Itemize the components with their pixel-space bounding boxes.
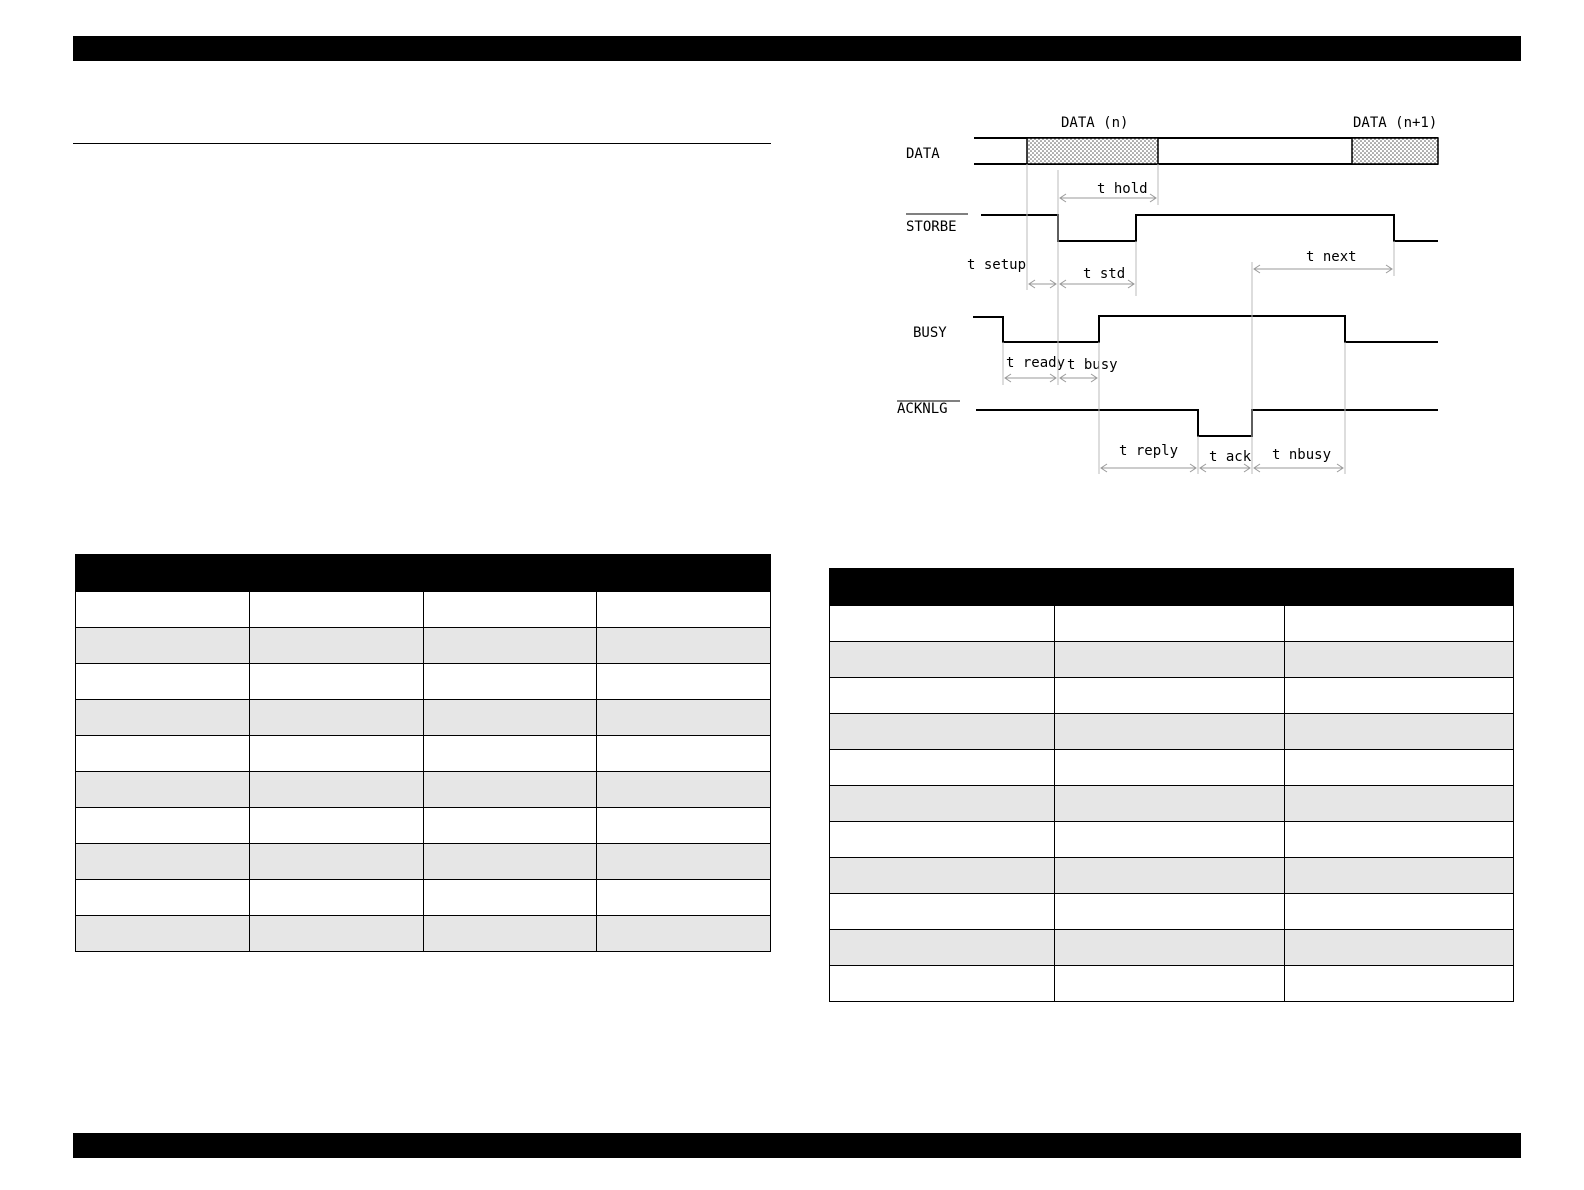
acknlg-waveform [976, 410, 1438, 436]
table-cell [1055, 714, 1285, 750]
table-cell [423, 628, 597, 664]
table-cell [1055, 786, 1285, 822]
table-cell [597, 808, 771, 844]
header-cell [76, 555, 250, 592]
table-cell [830, 606, 1055, 642]
data-n-cell [1027, 138, 1158, 164]
left-table [75, 554, 771, 952]
table-cell [76, 880, 250, 916]
table-cell [423, 916, 597, 952]
table-row [76, 736, 771, 772]
table-cell [423, 808, 597, 844]
table-cell [249, 772, 423, 808]
table-row [76, 808, 771, 844]
timing-label-busy: t busy [1067, 357, 1118, 373]
table-cell [1285, 714, 1514, 750]
table-cell [830, 822, 1055, 858]
header-cell [830, 569, 1055, 606]
data-n1-label: DATA (n+1) [1353, 115, 1438, 131]
table-cell [1055, 930, 1285, 966]
table-cell [76, 664, 250, 700]
table-cell [1055, 858, 1285, 894]
table-cell [830, 858, 1055, 894]
table-cell [830, 966, 1055, 1002]
table-cell [76, 736, 250, 772]
table-cell [249, 592, 423, 628]
table-cell [1285, 642, 1514, 678]
table-cell [830, 894, 1055, 930]
timing-label-next: t next [1306, 249, 1357, 265]
table-cell [1285, 786, 1514, 822]
table-cell [597, 880, 771, 916]
table-cell [1285, 858, 1514, 894]
table-cell [830, 786, 1055, 822]
footer-bar [73, 1133, 1521, 1158]
table-cell [830, 930, 1055, 966]
table-cell [597, 736, 771, 772]
signal-label-strobe: STORBE [906, 219, 957, 235]
table-cell [249, 700, 423, 736]
table-row [830, 858, 1514, 894]
table-cell [1055, 822, 1285, 858]
table-cell [423, 844, 597, 880]
table-row [830, 966, 1514, 1002]
table-header-row [830, 569, 1514, 606]
table-cell [249, 664, 423, 700]
table-cell [76, 844, 250, 880]
table-row [76, 700, 771, 736]
signal-label-busy: BUSY [913, 325, 947, 341]
table-row [830, 678, 1514, 714]
table-cell [76, 772, 250, 808]
header-cell [1285, 569, 1514, 606]
table-cell [76, 700, 250, 736]
header-cell [597, 555, 771, 592]
table-row [76, 664, 771, 700]
table-row [830, 714, 1514, 750]
timing-label-setup: t setup [967, 257, 1027, 273]
timing-label-std: t std [1083, 266, 1126, 282]
table-cell [423, 880, 597, 916]
signal-label-data: DATA [906, 146, 940, 162]
table-row [76, 592, 771, 628]
table-row [76, 772, 771, 808]
table-cell [830, 750, 1055, 786]
timing-label-ack: t ack [1209, 449, 1252, 465]
table-cell [423, 736, 597, 772]
data-waveform [974, 138, 1438, 164]
table-row [76, 916, 771, 952]
timing-label-hold: t hold [1097, 181, 1148, 197]
table-cell [1055, 894, 1285, 930]
table-row [830, 930, 1514, 966]
table-row [830, 606, 1514, 642]
table-cell [1055, 678, 1285, 714]
table-cell [1285, 822, 1514, 858]
table-cell [76, 628, 250, 664]
table-cell [249, 880, 423, 916]
table-cell [76, 808, 250, 844]
table-cell [597, 700, 771, 736]
header-cell [249, 555, 423, 592]
table-cell [1285, 606, 1514, 642]
table-cell [423, 592, 597, 628]
table-cell [597, 916, 771, 952]
table-cell [423, 772, 597, 808]
table-header-row [76, 555, 771, 592]
table-cell [1285, 678, 1514, 714]
right-table [829, 568, 1514, 1002]
timing-label-ready: t ready [1006, 355, 1066, 371]
table-cell [597, 844, 771, 880]
table-cell [1055, 966, 1285, 1002]
table-cell [423, 700, 597, 736]
table-cell [597, 592, 771, 628]
table-cell [76, 916, 250, 952]
table-cell [249, 808, 423, 844]
table-cell [597, 772, 771, 808]
table-cell [1055, 750, 1285, 786]
header-cell [423, 555, 597, 592]
header-cell [1055, 569, 1285, 606]
data-n1-cell [1352, 138, 1438, 164]
timing-label-nbusy: t nbusy [1272, 447, 1332, 463]
table-cell [249, 736, 423, 772]
table-cell [1285, 750, 1514, 786]
table-cell [423, 664, 597, 700]
table-row [830, 642, 1514, 678]
table-cell [830, 642, 1055, 678]
table-cell [597, 664, 771, 700]
table-cell [1285, 894, 1514, 930]
table-row [76, 628, 771, 664]
table-cell [597, 628, 771, 664]
table-row [76, 880, 771, 916]
table-cell [830, 678, 1055, 714]
table-cell [249, 628, 423, 664]
table-cell [249, 916, 423, 952]
table-row [830, 894, 1514, 930]
table-cell [1285, 930, 1514, 966]
table-cell [249, 844, 423, 880]
table-cell [1285, 966, 1514, 1002]
table-row [76, 844, 771, 880]
table-row [830, 822, 1514, 858]
table-cell [1055, 606, 1285, 642]
strobe-waveform [981, 215, 1438, 241]
table-cell [1055, 642, 1285, 678]
busy-waveform [973, 316, 1438, 342]
data-n-label: DATA (n) [1061, 115, 1129, 131]
table-cell [830, 714, 1055, 750]
table-cell [76, 592, 250, 628]
table-row [830, 786, 1514, 822]
table-row [830, 750, 1514, 786]
signal-label-acknlg: ACKNLG [897, 401, 948, 417]
timing-label-reply: t reply [1119, 443, 1179, 459]
